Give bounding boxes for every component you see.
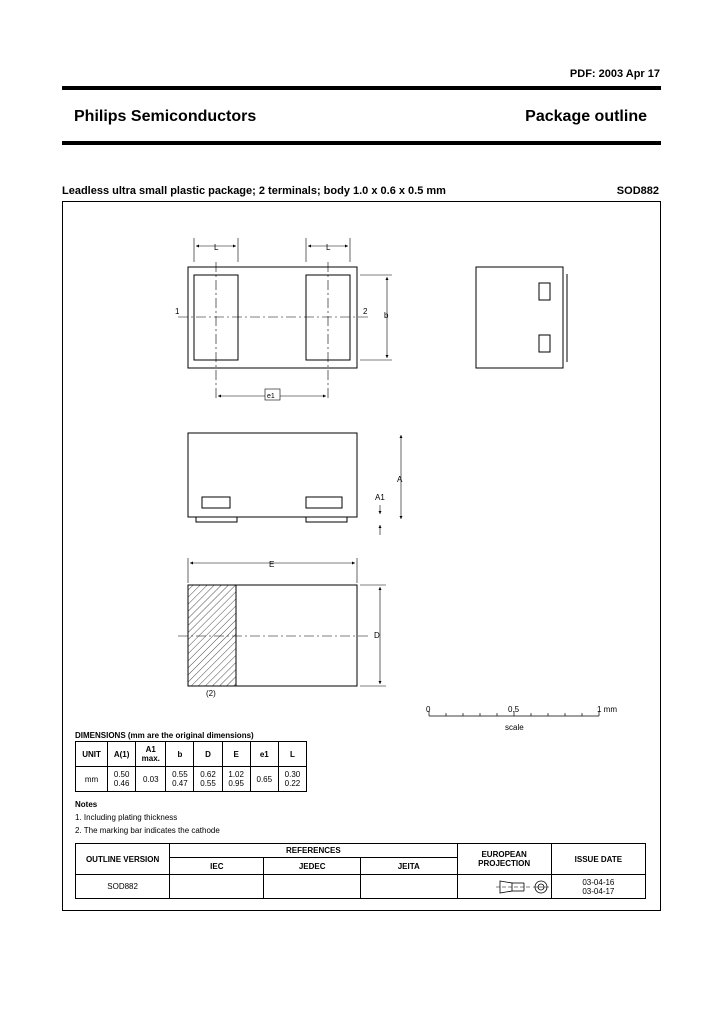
dim-header-unit: UNIT [76, 742, 108, 767]
dim-header-E: E [222, 742, 250, 767]
company-name: Philips Semiconductors [74, 108, 257, 125]
scale-one: 1 mm [597, 705, 617, 714]
label-pin-2: 2 [363, 307, 368, 316]
dim-header-e1: e1 [250, 742, 278, 767]
dim-b-max: 0.55 [172, 770, 188, 779]
dim-A-min: 0.46 [113, 779, 130, 788]
dim-A1: 0.03 [136, 767, 166, 792]
outline-table [75, 843, 646, 899]
top-view-body [188, 267, 357, 368]
label-L-right: L [326, 243, 331, 252]
dimensions-title: DIMENSIONS (mm are the original dimensions) [75, 731, 254, 740]
label-L-left: L [214, 243, 219, 252]
outline-col-jeita: JEITA [360, 858, 457, 875]
note-2: 2. The marking bar indicates the cathode [75, 826, 220, 835]
label-D: D [374, 631, 380, 640]
pdf-date: PDF: 2003 Apr 17 [569, 68, 660, 80]
scale-half: 0.5 [508, 705, 520, 714]
outline-jedec [264, 875, 361, 899]
dim-E-max: 1.02 [228, 770, 244, 779]
document-type: Package outline [525, 108, 647, 125]
package-description: Leadless ultra small plastic package; 2 terminals; body 1.0 x 0.6 x 0.5 mm [62, 185, 446, 197]
dim-b-min: 0.47 [172, 779, 188, 788]
outline-col-version: OUTLINE VERSION [76, 844, 170, 875]
label-A: A [397, 475, 403, 484]
dimensions-table [75, 741, 307, 792]
dim-A-max: 0.50 [113, 770, 130, 779]
outline-col-jedec: JEDEC [264, 858, 361, 875]
dim-header-L: L [278, 742, 306, 767]
issue-date-2: 03-04-17 [582, 886, 615, 896]
outline-iec [170, 875, 264, 899]
dim-b-cell [166, 767, 194, 792]
marking-bar-bottom [539, 335, 550, 352]
dim-L-min: 0.22 [284, 779, 301, 788]
dim-header-A: A(1) [108, 742, 136, 767]
dim-unit: mm [76, 767, 108, 792]
dim-L-max: 0.30 [284, 770, 301, 779]
label-e1: e1 [267, 393, 275, 400]
package-code: SOD882 [616, 185, 659, 197]
outline-col-issue: ISSUE DATE [551, 844, 645, 875]
outline-col-iec: IEC [170, 858, 264, 875]
cathode-marking-hatch [188, 585, 236, 686]
label-E: E [269, 560, 275, 569]
scale-label: scale [505, 723, 524, 732]
outline-version: SOD882 [76, 875, 170, 899]
dim-header-A1: A1 max. [136, 742, 166, 767]
side-view-right [476, 267, 567, 368]
marking-bar-top [539, 283, 550, 300]
bottom-view [178, 558, 386, 686]
notes-title: Notes [75, 800, 98, 809]
label-marking-note: (2) [206, 689, 216, 698]
dim-header-b: b [166, 742, 194, 767]
dim-D-min: 0.55 [200, 779, 216, 788]
outline-col-projection: EUROPEAN PROJECTION [457, 844, 551, 875]
dim-D-cell [194, 767, 222, 792]
outline-col-references: REFERENCES [170, 844, 457, 858]
issue-date-1: 03-04-16 [582, 877, 615, 887]
scale-zero: 0 [426, 705, 431, 714]
dim-E-min: 0.95 [228, 779, 244, 788]
top-view [178, 238, 392, 400]
label-pin-1: 1 [175, 307, 180, 316]
dim-L-cell [278, 767, 306, 792]
dim-D-max: 0.62 [200, 770, 216, 779]
dim-header-D: D [194, 742, 222, 767]
label-A1: A1 [375, 493, 385, 502]
label-b: b [384, 311, 389, 320]
outline-projection-cell [457, 875, 551, 899]
note-1: 1. Including plating thickness [75, 813, 178, 822]
dim-A-cell [108, 767, 136, 792]
dim-e1: 0.65 [250, 767, 278, 792]
outline-jeita [360, 875, 457, 899]
outline-issue-cell [551, 875, 645, 899]
dim-E-cell [222, 767, 250, 792]
front-view [188, 433, 401, 535]
